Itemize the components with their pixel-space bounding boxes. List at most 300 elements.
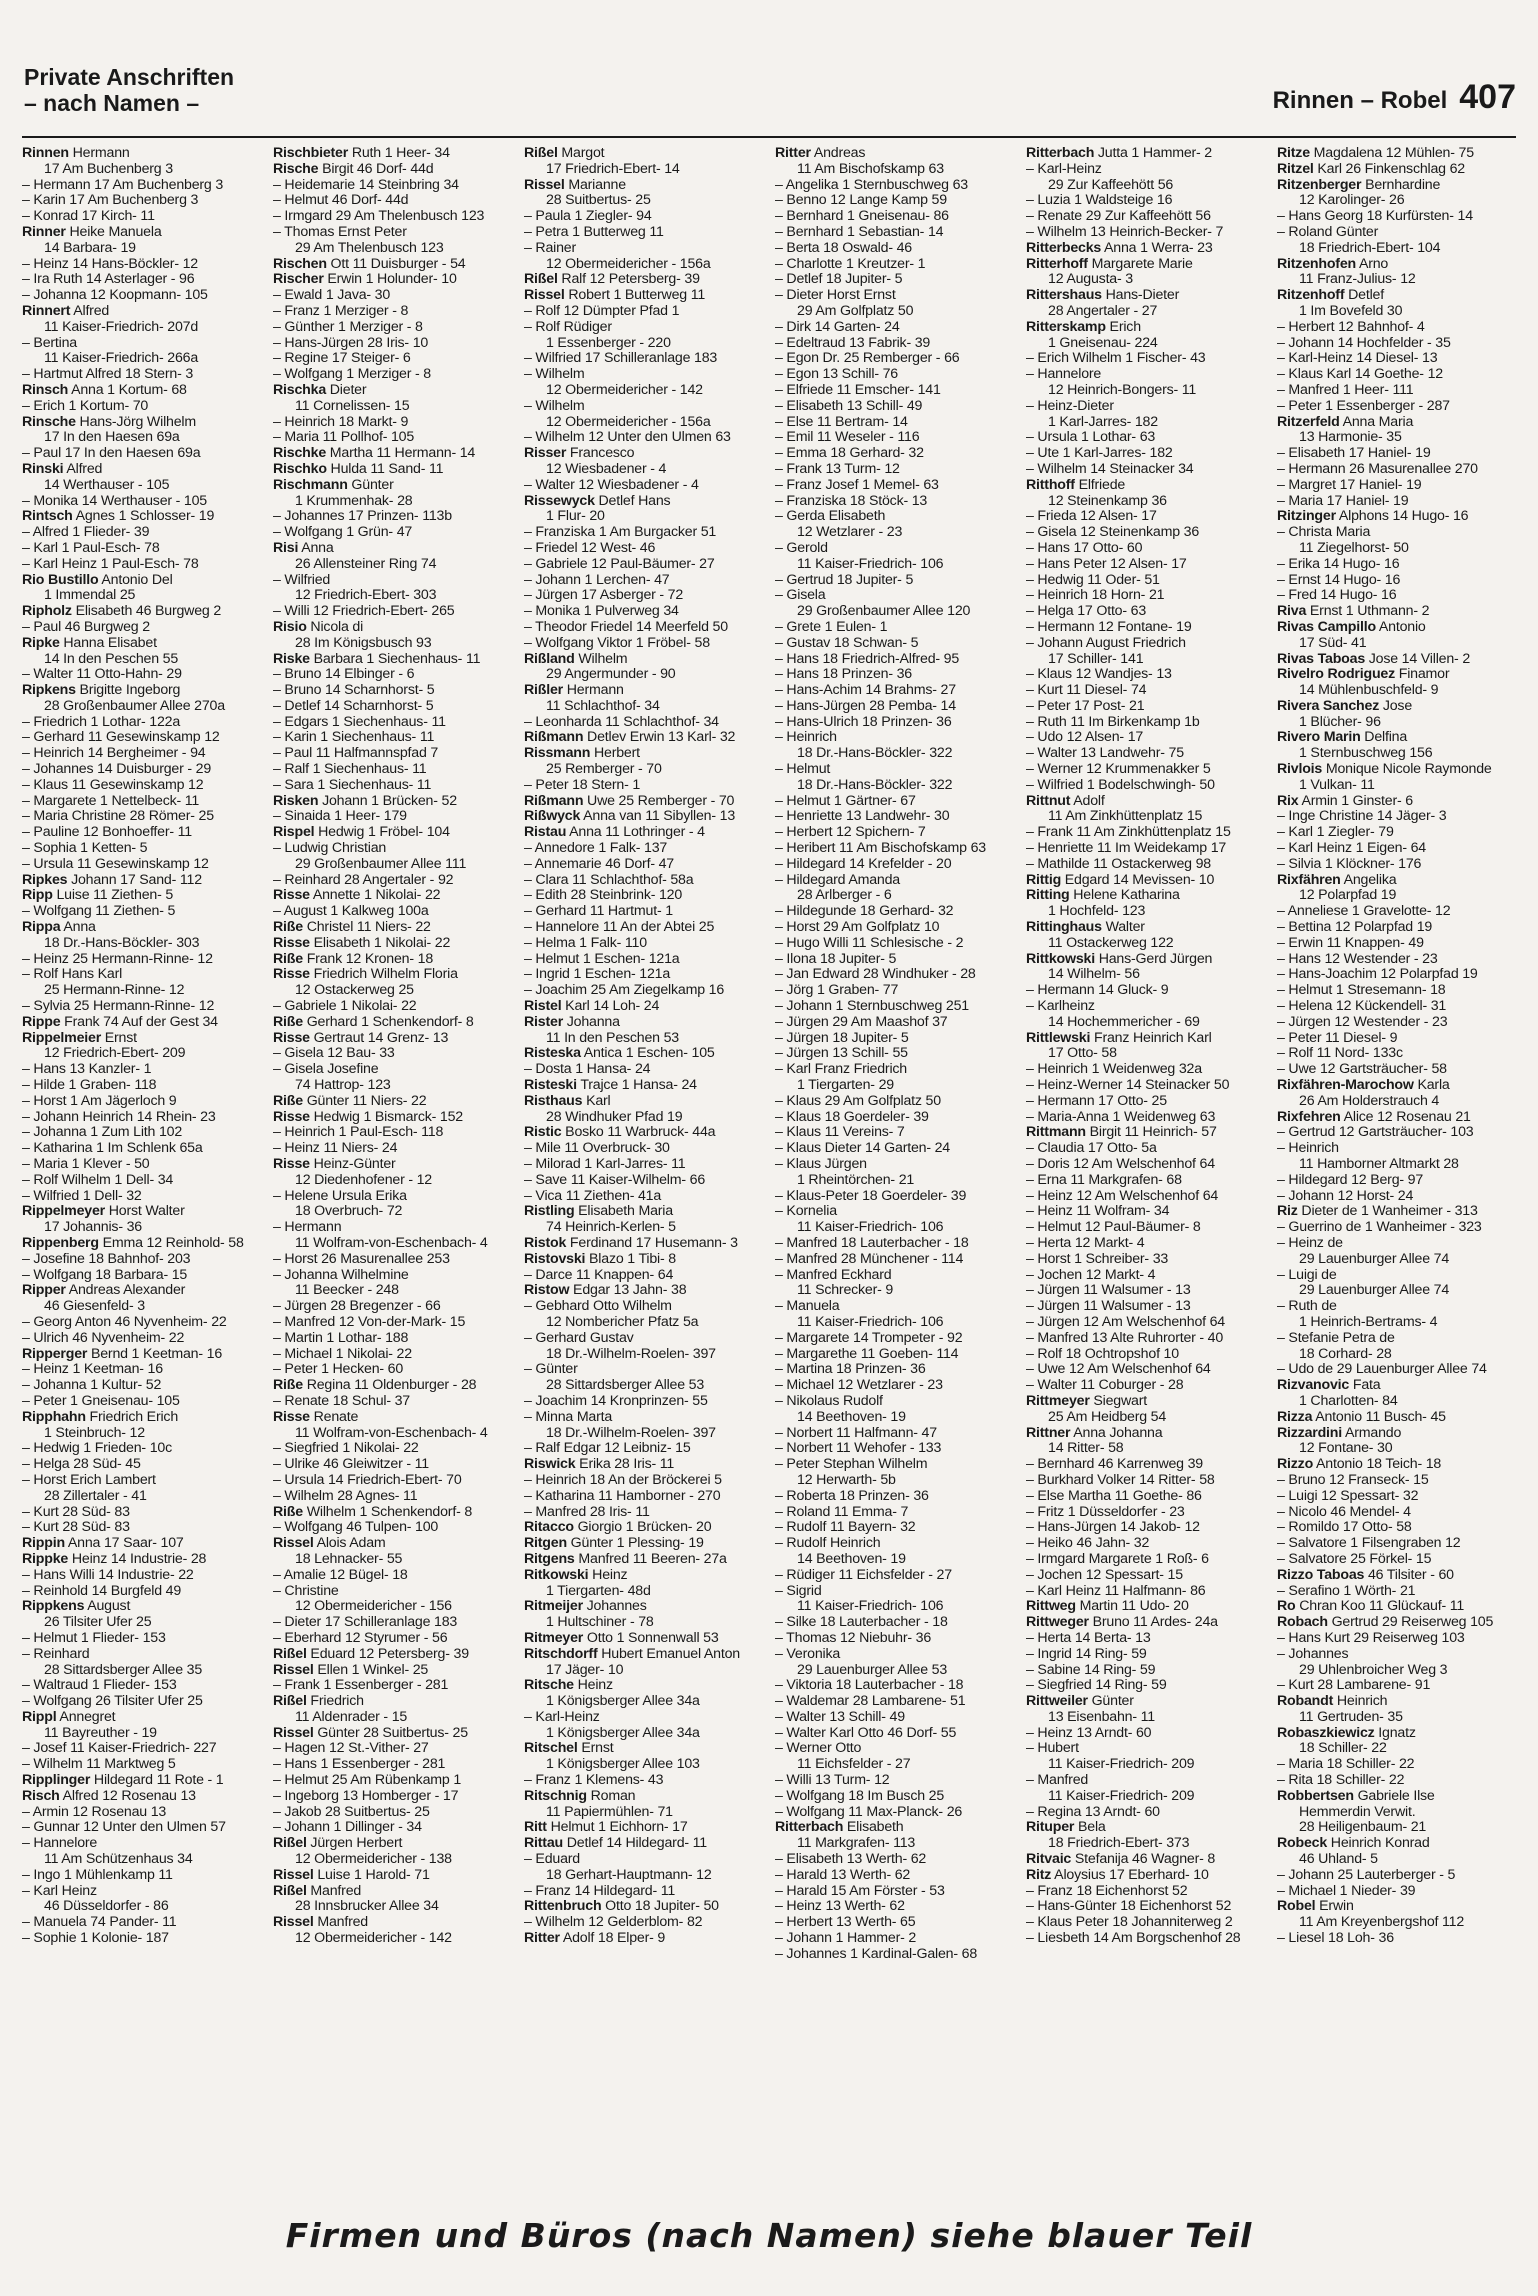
entry-text: 11 Am Schützenhaus 34 [44, 1852, 193, 1868]
directory-entry [1026, 478, 1267, 494]
directory-entry [1026, 1741, 1267, 1757]
directory-entry [1277, 888, 1518, 904]
entry-text: Johannes [582, 1599, 647, 1615]
entry-text: 18 Dr.-Wilhelm-Roelen- 397 [546, 1425, 716, 1441]
entry-text: – Rainer [524, 240, 577, 256]
surname: Rippelmeier [22, 1030, 102, 1046]
surname: Riße [273, 1014, 303, 1030]
header-subtitle: – nach Namen – [24, 90, 200, 116]
directory-entry [1277, 193, 1518, 209]
entry-text: Magdalena 12 Mühlen- 75 [1309, 146, 1474, 161]
entry-text: Heinrich Konrad [1327, 1836, 1430, 1852]
entry-text: – Herta 14 Berta- 13 [1026, 1630, 1151, 1646]
entry-text: 18 Dr.-Hans-Böckler- 303 [44, 935, 200, 951]
entry-text: – Roberta 18 Prinzen- 36 [775, 1488, 929, 1504]
entry-text: 26 Am Holderstrauch 4 [1299, 1093, 1440, 1109]
entry-text: – Helga 28 Süd- 45 [22, 1457, 141, 1473]
entry-text: – Jürgen 11 Walsumer - 13 [1026, 1299, 1191, 1315]
entry-text: 28 Arlberger - 6 [797, 888, 892, 904]
entry-text: – Karl Heinz 1 Paul-Esch- 78 [22, 556, 199, 572]
entry-text: – Wilhelm 11 Marktweg 5 [22, 1757, 176, 1773]
entry-text: Ernst [577, 1741, 614, 1757]
entry-text: – Franz 18 Eichenhorst 52 [1026, 1883, 1188, 1899]
directory-entry [1026, 1520, 1267, 1536]
directory-entry [775, 1773, 1016, 1789]
entry-text: – Manfred [1026, 1773, 1089, 1789]
directory-entry [524, 825, 765, 841]
entry-text: – Hans Kurt 29 Reiserweg 103 [1277, 1630, 1465, 1646]
entry-text: – Gustav 18 Schwan- 5 [775, 635, 919, 651]
directory-entry [775, 573, 1016, 589]
entry-text: – Hermann 14 Gluck- 9 [1026, 983, 1169, 999]
directory-entry [775, 1568, 1016, 1584]
directory-entry [1277, 1394, 1518, 1410]
entry-text: – Regina 13 Arndt- 60 [1026, 1804, 1160, 1820]
directory-entry [775, 1283, 1016, 1299]
directory-entry [1277, 1505, 1518, 1521]
directory-entry [524, 857, 765, 873]
directory-entry [775, 1757, 1016, 1773]
entry-text: – Peter 11 Diesel- 9 [1277, 1030, 1398, 1046]
entry-text: – Uwe 12 Am Welschenhof 64 [1026, 1362, 1211, 1378]
directory-entry [775, 1394, 1016, 1410]
directory-entry [273, 557, 514, 573]
directory-entry [524, 430, 765, 446]
entry-text: Edgard 14 Mevissen- 10 [1061, 872, 1215, 888]
directory-entry [524, 1520, 765, 1536]
entry-text: – Franziska 18 Stöck- 13 [775, 493, 928, 509]
entry-text: Angelika [1340, 872, 1397, 888]
entry-text: – Manfred 18 Lauterbacher - 18 [775, 1235, 969, 1251]
entry-text: 28 Angertaler - 27 [1048, 303, 1158, 319]
entry-text: 12 Obermeidericher - 138 [295, 1852, 452, 1868]
entry-text: – Johann 1 Dillinger - 34 [273, 1820, 422, 1836]
surname: Rische [273, 161, 319, 177]
directory-entry [22, 1078, 263, 1094]
entry-text: 11 Am Kreyenbergshof 112 [1299, 1915, 1465, 1931]
directory-entry [1277, 478, 1518, 494]
directory-entry [1026, 620, 1267, 636]
directory-entry [775, 1157, 1016, 1173]
directory-entry [22, 225, 263, 241]
entry-text: – Joachim 25 Am Ziegelkamp 16 [524, 983, 725, 999]
entry-text: Helene Katharina [1069, 888, 1180, 904]
entry-text: – Leonharda 11 Schlachthof- 34 [524, 714, 719, 730]
directory-entry [22, 857, 263, 873]
header-rule [22, 136, 1516, 138]
entry-text: 11 Kaiser-Friedrich- 209 [1048, 1788, 1195, 1804]
directory-entry [273, 1362, 514, 1378]
surname: Risch [22, 1788, 60, 1804]
directory-entry [775, 1947, 1016, 1963]
directory-entry [1277, 1599, 1518, 1615]
directory-entry [1277, 1520, 1518, 1536]
entry-text: – Hubert [1026, 1741, 1079, 1757]
entry-text: 1 Sternbuschweg 156 [1299, 746, 1433, 762]
surname: Riße [273, 1504, 303, 1520]
directory-entry [22, 1868, 263, 1884]
directory-entry [775, 1915, 1016, 1931]
entry-text: – Manfred 28 Iris- 11 [524, 1504, 650, 1520]
entry-text: – Wolfgang 18 Im Busch 25 [775, 1788, 945, 1804]
directory-entry [775, 794, 1016, 810]
directory-entry [22, 683, 263, 699]
surname: Rißel [273, 1883, 307, 1899]
directory-entry [1026, 1915, 1267, 1931]
directory-entry [1277, 494, 1518, 510]
directory-entry [524, 1268, 765, 1284]
directory-entry [1277, 1031, 1518, 1047]
directory-entry [775, 351, 1016, 367]
surname: Ritterbach [775, 1820, 844, 1836]
entry-text: – Jörg 1 Graben- 77 [775, 983, 899, 999]
directory-entry [1026, 1568, 1267, 1584]
directory-entry [22, 1931, 263, 1947]
directory-entry [273, 1157, 514, 1173]
entry-text: Otto 1 Sonnenwall 53 [583, 1630, 719, 1646]
entry-text: – Hans-Ulrich 18 Prinzen- 36 [775, 714, 952, 730]
entry-text: 12 Steinenkamp 36 [1048, 493, 1167, 509]
entry-text: – Hans 18 Friedrich-Alfred- 95 [775, 651, 960, 667]
directory-entry [1026, 1773, 1267, 1789]
entry-text: – Heinz 13 Arndt- 60 [1026, 1725, 1152, 1741]
surname: Ripper [22, 1283, 66, 1299]
entry-text: – Thomas Ernst Peter [273, 224, 407, 240]
entry-text: Heinz [573, 1678, 613, 1694]
directory-entry [1026, 1615, 1267, 1631]
entry-text: Antonio 18 Teich- 18 [1313, 1457, 1442, 1473]
directory-entry [1026, 1647, 1267, 1663]
entry-text: – Hermann 12 Fontane- 19 [1026, 619, 1192, 635]
directory-entry [775, 1457, 1016, 1473]
directory-entry [775, 683, 1016, 699]
entry-text: 17 Süd- 41 [1299, 635, 1367, 651]
entry-text: – Henriette 13 Landwehr- 30 [775, 809, 950, 825]
entry-text: – Bernhard 1 Sebastian- 14 [775, 224, 944, 240]
directory-entry [273, 1489, 514, 1505]
entry-text: – Detlef 18 Jupiter- 5 [775, 272, 903, 288]
entry-text: Detlef 14 Hildegard- 11 [563, 1836, 707, 1852]
entry-text: – Wolfgang 26 Tilsiter Ufer 25 [22, 1694, 203, 1710]
directory-entry [22, 1220, 263, 1236]
entry-text: – Hedwig 1 Frieden- 10c [22, 1441, 172, 1457]
entry-text: – Heinrich 18 An der Bröckerei 5 [524, 1472, 722, 1488]
directory-entry [1026, 1236, 1267, 1252]
entry-text: – Christine [273, 1583, 339, 1599]
directory-entry [1277, 1268, 1518, 1284]
entry-text: Barbara 1 Siechenhaus- 11 [309, 651, 481, 667]
surname: Rivero Marin [1277, 730, 1361, 746]
directory-entry [1277, 967, 1518, 983]
directory-entry [524, 272, 765, 288]
surname: Ritterhoff [1026, 256, 1088, 272]
surname: Ritterbach [1026, 146, 1095, 161]
entry-text: 1 Im Bovefeld 30 [1299, 303, 1403, 319]
directory-entry [775, 1473, 1016, 1489]
directory-entry [775, 620, 1016, 636]
directory-entry [775, 146, 1016, 162]
surname: Rix [1277, 793, 1299, 809]
entry-text: – Milorad 1 Karl-Jarres- 11 [524, 1157, 686, 1172]
directory-entry [22, 1426, 263, 1442]
directory-entry [1026, 1094, 1267, 1110]
directory-entry [775, 1204, 1016, 1220]
directory-entry [1026, 288, 1267, 304]
entry-text: Elisabeth 46 Burgweg 2 [71, 604, 222, 620]
directory-entry [524, 1710, 765, 1726]
directory-entry [273, 1710, 514, 1726]
surname: Ripholz [22, 604, 72, 620]
entry-text: – Gerhard 11 Hartmut- 1 [524, 904, 673, 920]
entry-text: 11 Am Zinkhüttenplatz 15 [1048, 809, 1203, 825]
entry-text: Hermann [563, 683, 624, 699]
entry-text: – Klaus 11 Gesewinskamp 12 [22, 777, 204, 793]
directory-entry [273, 462, 514, 478]
directory-entry [22, 1505, 263, 1521]
directory-entry [22, 699, 263, 715]
surname: Rischen [273, 256, 327, 272]
directory-entry [1277, 1678, 1518, 1694]
directory-entry [273, 415, 514, 431]
directory-entry [1026, 746, 1267, 762]
entry-text: Anna Johanna [1070, 1425, 1163, 1441]
surname: Risse [273, 1109, 310, 1125]
entry-text: – Jürgen 12 Westender - 23 [1277, 1014, 1448, 1030]
directory-entry [775, 1078, 1016, 1094]
directory-entry [22, 1441, 263, 1457]
directory-entry [1026, 715, 1267, 731]
entry-text: 11 Kaiser-Friedrich- 106 [797, 1314, 944, 1330]
entry-text: – Siegfried 14 Ring- 59 [1026, 1678, 1167, 1694]
directory-entry [22, 1568, 263, 1584]
entry-text: – Helmut 1 Eschen- 121a [524, 951, 680, 967]
entry-text: 46 Giesenfeld- 3 [44, 1299, 145, 1315]
directory-entry [273, 1820, 514, 1836]
entry-text: – Klaus 12 Wandjes- 13 [1026, 667, 1172, 683]
directory-entry [1026, 1378, 1267, 1394]
entry-text: 11 Am Bischofskamp 63 [797, 161, 944, 177]
directory-entry [775, 904, 1016, 920]
entry-text: Arno [1355, 256, 1389, 272]
surname: Ripperger [22, 1346, 88, 1362]
entry-text: Ferdinand 17 Husemann- 3 [566, 1235, 738, 1251]
entry-text: Detlev Erwin 13 Karl- 32 [583, 730, 736, 746]
surname: Risteski [524, 1078, 577, 1094]
directory-entry [524, 1378, 765, 1394]
directory-entry [1026, 541, 1267, 557]
surname: Rittenbruch [524, 1899, 602, 1915]
surname: Risken [273, 793, 319, 809]
surname: Rinner [22, 224, 66, 240]
directory-entry [1026, 367, 1267, 383]
directory-entry [273, 952, 514, 968]
entry-text: – Heinrich [1277, 1141, 1339, 1157]
entry-text: Günter 1 Plessing- 19 [566, 1536, 704, 1552]
directory-entry [1026, 573, 1267, 589]
directory-entry [1026, 336, 1267, 352]
entry-text: – Walter 13 Schill- 49 [775, 1709, 905, 1725]
entry-text: – Minna Marta [524, 1409, 613, 1425]
entry-text: 11 Kaiser-Friedrich- 106 [797, 1220, 944, 1236]
directory-entry [1277, 1331, 1518, 1347]
directory-entry [22, 1631, 263, 1647]
directory-entry [1277, 178, 1518, 194]
entry-text: Birgit 11 Heinrich- 57 [1085, 1125, 1217, 1141]
directory-entry [273, 1726, 514, 1742]
entry-text: Jürgen Herbert [306, 1836, 403, 1852]
directory-entry [775, 778, 1016, 794]
entry-text: – Manfred Eckhard [775, 1267, 892, 1283]
directory-entry [775, 1931, 1016, 1947]
directory-entry [273, 1663, 514, 1679]
directory-entry [775, 636, 1016, 652]
directory-entry [273, 636, 514, 652]
entry-text: 29 Uhlenbroicher Weg 3 [1299, 1662, 1448, 1678]
entry-text: 11 Gertruden- 35 [1299, 1709, 1403, 1725]
entry-text: 18 Gerhart-Hauptmann- 12 [546, 1867, 712, 1883]
directory-entry [1277, 1631, 1518, 1647]
directory-entry [524, 525, 765, 541]
entry-text: 17 Otto- 58 [1048, 1046, 1117, 1062]
directory-entry [1277, 636, 1518, 652]
directory-entry [775, 1789, 1016, 1805]
entry-text: – Horst Erich Lambert [22, 1472, 156, 1488]
entry-text: 1 Essenberger - 220 [546, 335, 671, 351]
entry-text: Luise 11 Ziethen- 5 [52, 888, 174, 904]
entry-text: Armin 1 Ginster- 6 [1298, 793, 1413, 809]
directory-entry [22, 1915, 263, 1931]
entry-text: Hedwig 1 Fröbel- 104 [314, 825, 450, 841]
directory-entry [524, 1394, 765, 1410]
entry-text: – Gabriele 1 Nikolai- 22 [273, 999, 417, 1015]
directory-entry [1277, 1157, 1518, 1173]
entry-text: – Serafino 1 Wörth- 21 [1277, 1583, 1416, 1599]
entry-text: – Walter 12 Wiesbadener - 4 [524, 477, 699, 493]
entry-text: – Johannes 14 Duisburger - 29 [22, 762, 212, 778]
entry-text: – Margarethe 11 Goeben- 114 [775, 1346, 959, 1362]
surname: Rißel [273, 1694, 307, 1710]
directory-entry [775, 478, 1016, 494]
entry-text: – Margarete 1 Nettelbeck- 11 [22, 793, 200, 809]
directory-entry [273, 1757, 514, 1773]
directory-entry [524, 193, 765, 209]
directory-entry [1026, 1789, 1267, 1805]
directory-entry [22, 1773, 263, 1789]
directory-entry [775, 288, 1016, 304]
directory-entry [273, 1283, 514, 1299]
directory-entry [524, 383, 765, 399]
directory-entry [1026, 557, 1267, 573]
entry-text: – Ralf 1 Siechenhaus- 11 [273, 762, 427, 778]
surname: Rixfehren [1277, 1109, 1341, 1125]
entry-text: – Thomas 12 Niebuhr- 36 [775, 1630, 932, 1646]
directory-entry [524, 652, 765, 668]
entry-text: 12 Karolinger- 26 [1299, 193, 1405, 209]
entry-text: – Hagen 12 St.-Vither- 27 [273, 1741, 429, 1757]
entry-text: 1 Gneisenau- 224 [1048, 335, 1158, 351]
surname: Rischka [273, 382, 327, 398]
directory-entry [273, 778, 514, 794]
directory-entry [524, 1694, 765, 1710]
entry-text: 14 Werthauser - 105 [44, 477, 170, 493]
directory-entry [22, 1110, 263, 1126]
entry-text: – Michael 1 Nieder- 39 [1277, 1883, 1416, 1899]
directory-entry [775, 715, 1016, 731]
directory-entry [1277, 146, 1518, 162]
directory-entry [273, 320, 514, 336]
directory-entry [1026, 1315, 1267, 1331]
directory-entry [524, 288, 765, 304]
directory-entry [273, 1220, 514, 1236]
directory-entry [775, 494, 1016, 510]
directory-entry [22, 873, 263, 889]
directory-entry [22, 1315, 263, 1331]
entry-text: – Hans Georg 18 Kurfürsten- 14 [1277, 209, 1473, 225]
entry-text: – Karl Heinz 1 Eigen- 64 [1277, 841, 1426, 857]
entry-text: – Jakob 28 Suitbertus- 25 [273, 1804, 430, 1820]
entry-text: Karla [1413, 1078, 1450, 1094]
directory-entry [22, 399, 263, 415]
directory-entry [273, 1173, 514, 1189]
entry-text: – Eduard [524, 1852, 580, 1868]
surname: Rittig [1026, 872, 1062, 888]
entry-text: – Hans 18 Prinzen- 36 [775, 667, 912, 683]
directory-entry [273, 1110, 514, 1126]
entry-text: – Karl Franz Friedrich [775, 1062, 907, 1078]
entry-text: – Erwin 11 Knappen- 49 [1277, 935, 1424, 951]
entry-text: Anna 1 Kortum- 68 [68, 382, 187, 398]
entry-text: 14 Beethoven- 19 [797, 1551, 906, 1567]
directory-entry [1026, 967, 1267, 983]
directory-entry [775, 1173, 1016, 1189]
entry-text: – Sophie 1 Kolonie- 187 [22, 1931, 169, 1947]
directory-entry [1026, 1331, 1267, 1347]
entry-text: – Sara 1 Siechenhaus- 11 [273, 777, 432, 793]
surname: Ristling [524, 1204, 575, 1220]
directory-entry [1277, 241, 1518, 257]
entry-text: – Inge Christine 14 Jäger- 3 [1277, 809, 1447, 825]
directory-entry [524, 1915, 765, 1931]
entry-text: Helmut 1 Eichhorn- 17 [546, 1820, 688, 1836]
entry-text: Ralf 12 Petersberg- 39 [557, 272, 700, 288]
entry-text: Margot [557, 146, 605, 161]
entry-text: 1 Flur- 20 [546, 509, 605, 525]
directory-entry [22, 383, 263, 399]
entry-text: – Kurt 11 Diesel- 74 [1026, 683, 1147, 699]
entry-text: – Paula 1 Ziegler- 94 [524, 209, 652, 225]
entry-text: Alfred [63, 461, 103, 477]
directory-entry [524, 888, 765, 904]
directory-entry [273, 225, 514, 241]
directory-entry [775, 1899, 1016, 1915]
directory-entry [273, 904, 514, 920]
directory-entry [1026, 604, 1267, 620]
entry-text: – Luzia 1 Waldsteige 16 [1026, 193, 1173, 209]
directory-entry [524, 1820, 765, 1836]
entry-text: – Ursula 11 Gesewinskamp 12 [22, 856, 209, 872]
directory-entry [273, 162, 514, 178]
directory-entry [1277, 351, 1518, 367]
directory-entry [1026, 178, 1267, 194]
entry-text: – Udo 12 Alsen- 17 [1026, 730, 1144, 746]
entry-text: Ernst 1 Uthmann- 2 [1306, 604, 1430, 620]
entry-text: – Amalie 12 Bügel- 18 [273, 1567, 408, 1583]
entry-text: – Gabriele 12 Paul-Bäumer- 27 [524, 556, 715, 572]
entry-text: – Kornelia [775, 1204, 837, 1220]
directory-entry [1026, 1678, 1267, 1694]
directory-entry [1277, 1663, 1518, 1679]
entry-text: – Jochen 12 Markt- 4 [1026, 1267, 1156, 1283]
